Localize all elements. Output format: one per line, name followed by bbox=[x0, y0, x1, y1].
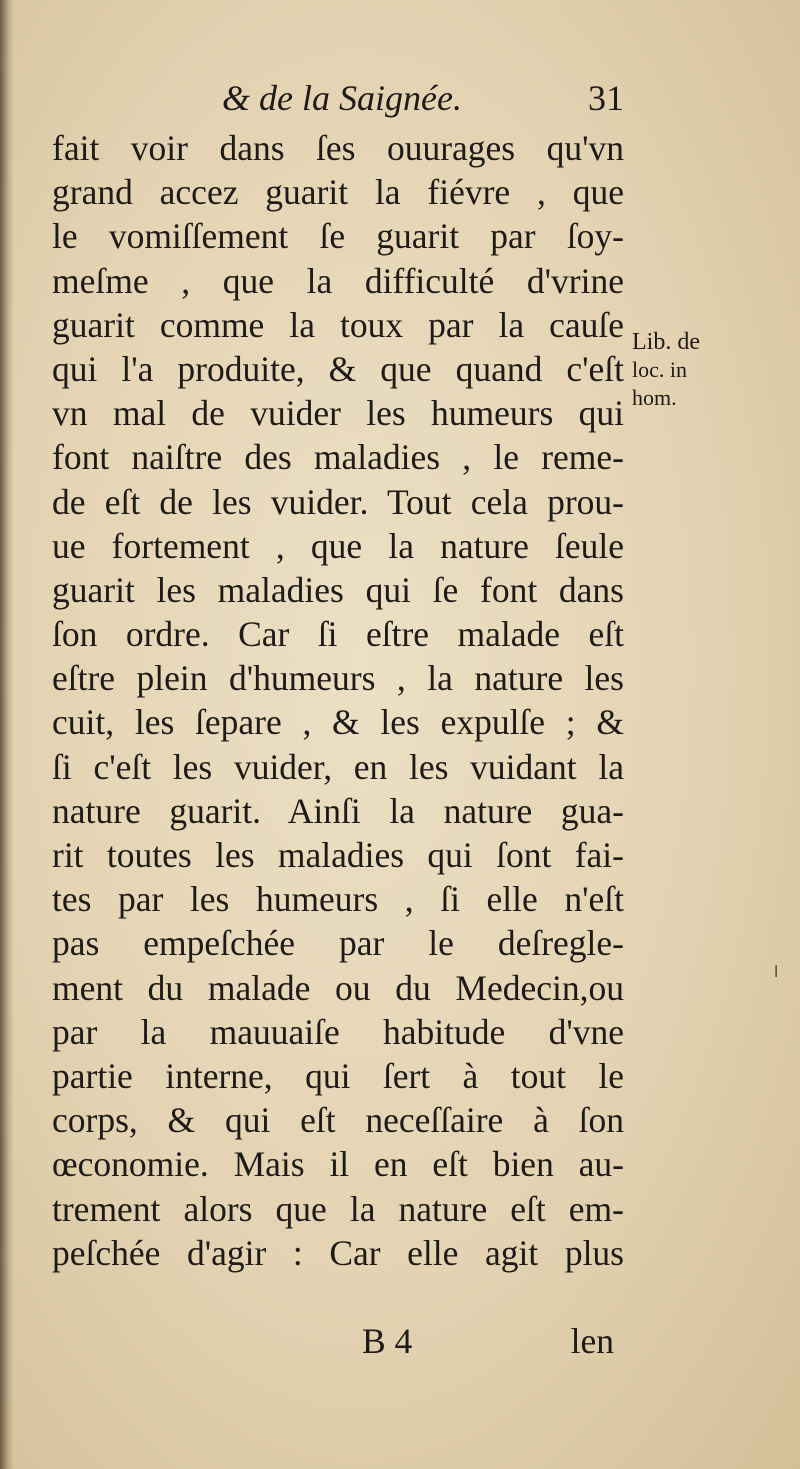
page-gutter-shadow bbox=[0, 0, 14, 1469]
text-line: fait voir dans ſes ouurages qu'vn bbox=[52, 128, 624, 168]
text-line: le vomiſſement ſe guarit par ſoy- bbox=[52, 216, 624, 257]
text-line: peſchée d'agir : Car elle agit plus bbox=[52, 1232, 624, 1273]
text-line: pas empeſchée par le deſregle- bbox=[52, 923, 624, 964]
page-number: 31 bbox=[588, 78, 624, 118]
text-line: qui l'a produite, & que quand c'eſt bbox=[52, 348, 624, 389]
text-line: rit toutes les maladies qui ſont fai- bbox=[52, 835, 624, 875]
text-line: de eſt de les vuider. Tout cela prou- bbox=[52, 481, 624, 522]
text-line: par la mauuaiſe habitude d'vne bbox=[52, 1011, 624, 1052]
text-line: font naiſtre des maladies , le reme- bbox=[52, 437, 624, 478]
text-line: corps, & qui eſt neceſſaire à ſon bbox=[52, 1100, 624, 1141]
text-line: œconomie. Mais il en eſt bien au- bbox=[52, 1144, 624, 1185]
marginal-note-line: Lib. de bbox=[632, 329, 700, 355]
text-line: cuit, les ſepare , & les expulſe ; & bbox=[52, 702, 624, 743]
text-line: ſon ordre. Car ſi eſtre malade eſt bbox=[52, 614, 624, 655]
text-line: guarit les maladies qui ſe font dans bbox=[52, 569, 624, 610]
text-line: trement alors que la nature eſt em- bbox=[52, 1188, 624, 1229]
text-line: partie interne, qui ſert à tout le bbox=[52, 1055, 624, 1096]
page-footer bbox=[52, 1318, 624, 1364]
text-line: guarit comme la toux par la cauſe bbox=[52, 304, 624, 345]
text-line: eſtre plein d'humeurs , la nature les bbox=[52, 658, 624, 699]
signature-mark: B 4 bbox=[362, 1321, 413, 1361]
text-line: nature guarit. Ainſi la nature gua- bbox=[52, 790, 624, 831]
catchword: len bbox=[570, 1321, 614, 1361]
text-line: ſi c'eſt les vuider, en les vuidant la bbox=[52, 746, 624, 787]
text-line: meſme , que la difficulté d'vrine bbox=[52, 260, 624, 301]
ink-speck: ╵ bbox=[770, 967, 783, 989]
marginal-note-line: loc. in bbox=[632, 357, 687, 382]
text-line: ue fortement , que la nature ſeule bbox=[52, 525, 624, 566]
marginal-note-line: hom. bbox=[632, 385, 677, 410]
marginal-note bbox=[632, 328, 722, 412]
text-line: vn mal de vuider les humeurs qui bbox=[52, 393, 624, 434]
text-line: tes par les humeurs , ſi elle n'eſt bbox=[52, 879, 624, 920]
page-header bbox=[52, 72, 624, 124]
body-text bbox=[52, 126, 624, 1275]
text-line: ment du malade ou du Medecin,ou bbox=[52, 967, 624, 1008]
text-line: grand accez guarit la fiévre , que bbox=[52, 172, 624, 213]
running-head: & de la Saignée. bbox=[222, 78, 462, 118]
